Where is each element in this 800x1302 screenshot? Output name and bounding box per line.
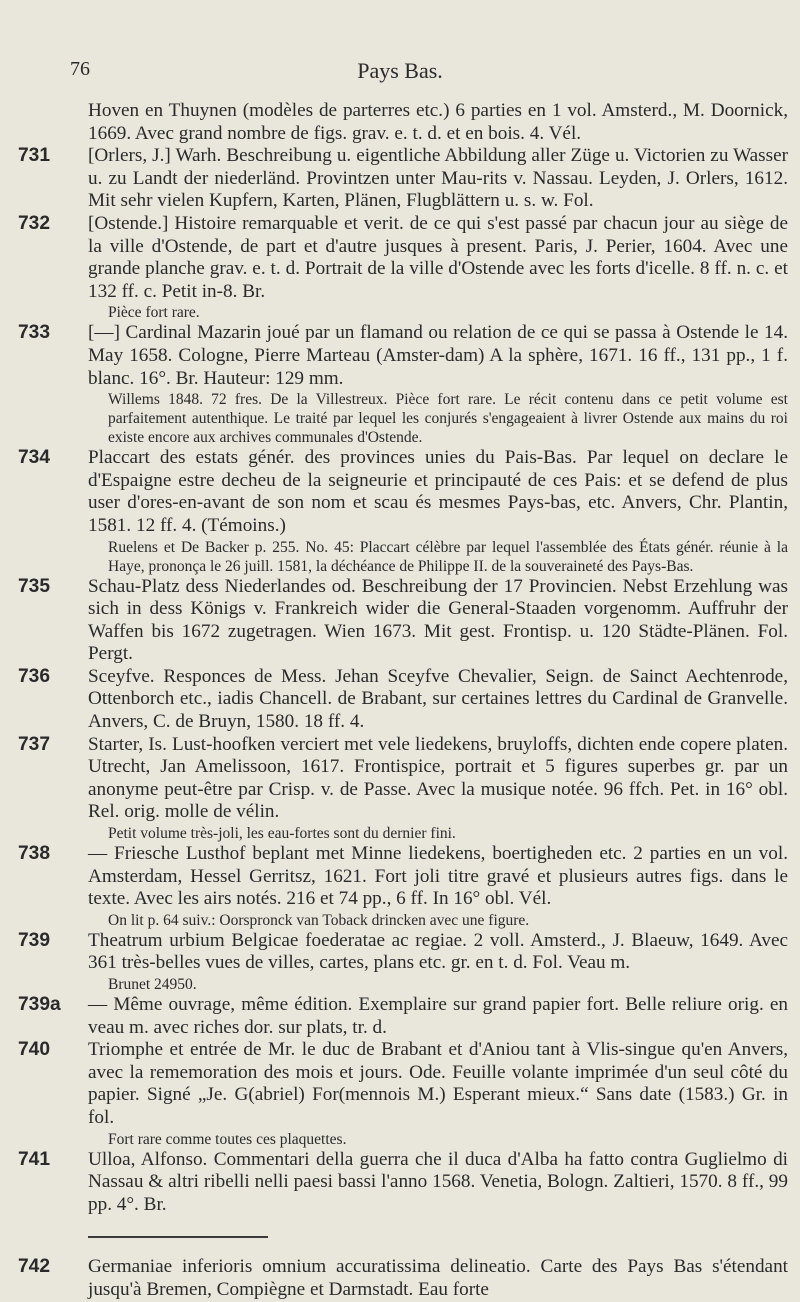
entry-text: Theatrum urbium Belgicae foederatae ac regiae. 2 voll. Amsterd., J. Blaeuw, 1649. Avec 361 très-belles vues de villes, cartes, plans etc. gr. en t. d. Fol. Veau m. xyxy=(88,929,788,974)
entry-text: [Orlers, J.] Warh. Beschreibung u. eigentliche Abbildung aller Züge u. Victorien zu Wasser u. zu Landt der niederländ. Provintzen unter Mau-rits v. Nassau. Leyden, J. Orlers, 1612. Mit sehr vielen Kupfern, Karten, Plänen, Flugblättern u. s. w. Fol. xyxy=(88,145,788,212)
entry-text: Hoven en Thuynen (modèles de parterres etc.) 6 parties en 1 vol. Amsterd., M. Doornick, 1669. Avec grand nombre de figs. grav. e. t. d. et en bois. 4. Vél. xyxy=(88,100,788,144)
catalogue-entry xyxy=(18,213,788,322)
entry-note: Pièce fort rare. xyxy=(108,304,200,322)
entry-text: Schau-Platz dess Niederlandes od. Beschreibung der 17 Provincien. Nebst Erzehlung was sich in dess Königs v. Frankreich wider die General-Staaden vorgenomm. Auffruhr der Waffen bis 1672 zugetragen. Wien 1673. Mit gest. Frontisp. u. 120 Städte-Plänen. Fol. Pergt. xyxy=(88,575,788,665)
entry-text: Ulloa, Alfonso. Commentari della guerra che il duca d'Alba ha fatto contra Guglielmo di Nassau & altri ribelli nelli paesi bassi l'anno 1568. Venetia, Bologn. Zaltieri, 1570. 8 ff., 99 pp. 4°. Br. xyxy=(88,1148,788,1215)
entry-text: Placcart des estats génér. des provinces unies du Pais-Bas. Par lequel on declare le d'Espaigne estre decheu de la seigneurie et principauté de ces Pais: et se defend de plus user d'ores-en-avant de son nom et scau és mesmes Pays-bas, etc. Anvers, Chr. Plantin, 1581. 12 ff. 4. (Témoins.) xyxy=(88,447,788,536)
entry-number: 736 xyxy=(18,665,51,687)
entry-text: Sceyfve. Responces de Mess. Jehan Sceyfve Chevalier, Seign. de Sainct Aechtenrode, Ottenborch etc., iadis Chancell. de Brabant, sur certaines lettres du Cardinal de Granvelle. Anvers, C. de Bruyn, 1580. 18 ff. 4. xyxy=(88,665,788,733)
entry-text: — Friesche Lusthof beplant met Minne liedekens, boertigheden etc. 2 parties en un vol. Amsterdam, Hessel Gerritsz, 1621. Fort joli titre gravé et plusieurs autres figs. dans le texte. Avec les airs notés. 216 et 74 pp., 6 ff. In 16° obl. Vél. xyxy=(88,843,788,910)
entry-note: Brunet 24950. xyxy=(108,976,197,993)
section-rule xyxy=(88,1236,268,1238)
entry-number: 734 xyxy=(18,447,51,469)
catalogue-entry xyxy=(18,843,788,930)
entry-text: — Même ouvrage, même édition. Exemplaire sur grand papier fort. Belle reliure orig. en veau m. avec riches dor. sur plats, tr. d. xyxy=(88,994,788,1038)
entry-text: Starter, Is. Lust-hoofken verciert met vele liedekens, bruyloffs, dichten ende copere platen. Utrecht, Jan Amelissoon, 1617. Frontispice, portrait et 5 figures superbes gr. par un anonyme peut-être par Crisp. v. de Passe. Avec la musique notée. 96 ffch. Pet. in 16° obl. Rel. orig. molle de vélin. xyxy=(88,733,788,823)
catalogue-entry xyxy=(18,322,788,447)
catalogue-entry xyxy=(18,666,788,734)
entry-number: 735 xyxy=(18,575,51,597)
catalogue-entry xyxy=(18,1256,788,1301)
entry-text: [—] Cardinal Mazarin joué par un flamand ou relation de ce qui se passa à Ostende le 14. May 1658. Cologne, Pierre Marteau (Amster-dam) A la sphère, 1671. 16 ff., 131 pp., 1 f. blanc. 16°. Br. Hauteur: 129 mm. xyxy=(88,322,788,389)
entry-number: 739 xyxy=(18,929,51,951)
entry-note: Petit volume très-joli, les eau-fortes sont du dernier fini. xyxy=(108,825,456,843)
entry-number: 738 xyxy=(18,843,51,865)
page-header xyxy=(70,58,730,82)
entry-number: 733 xyxy=(18,322,51,344)
entry-number: 739a xyxy=(18,994,61,1015)
entry-note: On lit p. 64 suiv.: Oorspronck van Toback drincken avec une figure. xyxy=(108,911,530,929)
entry-note: Fort rare comme toutes ces plaquettes. xyxy=(108,1130,347,1148)
catalogue-entries xyxy=(18,100,788,1302)
entry-text: Triomphe et entrée de Mr. le duc de Brabant et d'Aniou tant à Vlis-singue qu'en Anvers, avec la rememoration des mois et jours. Ode. Feuille volante imprimée d'un seul côté du papier. Signé „Je. G(abriel) For(mennois M.) Esperant mieux.“ Sans date (1583.) Gr. in fol. xyxy=(88,1039,788,1128)
entry-note: Ruelens et De Backer p. 255. No. 45: Placcart célèbre par lequel l'assemblée des États génér. réunie à la Haye, prononça le 26 juill. 1581, la déchéance de Philippe II. de la souveraineté des Pays-Bas. xyxy=(108,538,788,575)
entry-number: 737 xyxy=(18,733,51,755)
page-number: 76 xyxy=(70,58,90,80)
catalogue-entry xyxy=(18,734,788,843)
catalogue-entry xyxy=(18,145,788,213)
entry-text: Germaniae inferioris omnium accuratissima delineatio. Carte des Pays Bas s'étendant jusqu'à Bremen, Compiègne et Darmstadt. Eau forte xyxy=(88,1256,788,1300)
entry-number: 742 xyxy=(18,1256,51,1278)
entry-number: 741 xyxy=(18,1148,51,1170)
catalogue-entry xyxy=(18,100,788,145)
catalogue-entry xyxy=(18,447,788,575)
catalogue-entry xyxy=(18,576,788,666)
entry-number: 731 xyxy=(18,145,51,167)
entry-note: Willems 1848. 72 fres. De la Villestreux. Pièce fort rare. Le récit contenu dans ce petit volume est parfaitement autenthique. Le traité par lequel les conjurés s'engageaient à livrer Ostende aux mains du roi existe encore aux archives communales d'Ostende. xyxy=(108,391,788,447)
catalogue-entry xyxy=(18,1039,788,1148)
entry-text: [Ostende.] Histoire remarquable et verit. de ce qui s'est passé par chacun jour au siège de la ville d'Ostende, de part et d'autre jusques à present. Paris, J. Perier, 1604. Avec une grande planche grav. e. t. d. Portrait de la ville d'Ostende avec les forts d'icelle. 8 ff. n. c. et 132 ff. c. Petit in-8. Br. xyxy=(88,212,788,302)
catalogue-entry xyxy=(18,1149,788,1217)
running-title: Pays Bas. xyxy=(357,58,443,83)
catalogue-entry xyxy=(18,994,788,1039)
entry-number: 740 xyxy=(18,1039,51,1061)
catalogue-entry xyxy=(18,930,788,994)
entry-number: 732 xyxy=(18,212,51,234)
